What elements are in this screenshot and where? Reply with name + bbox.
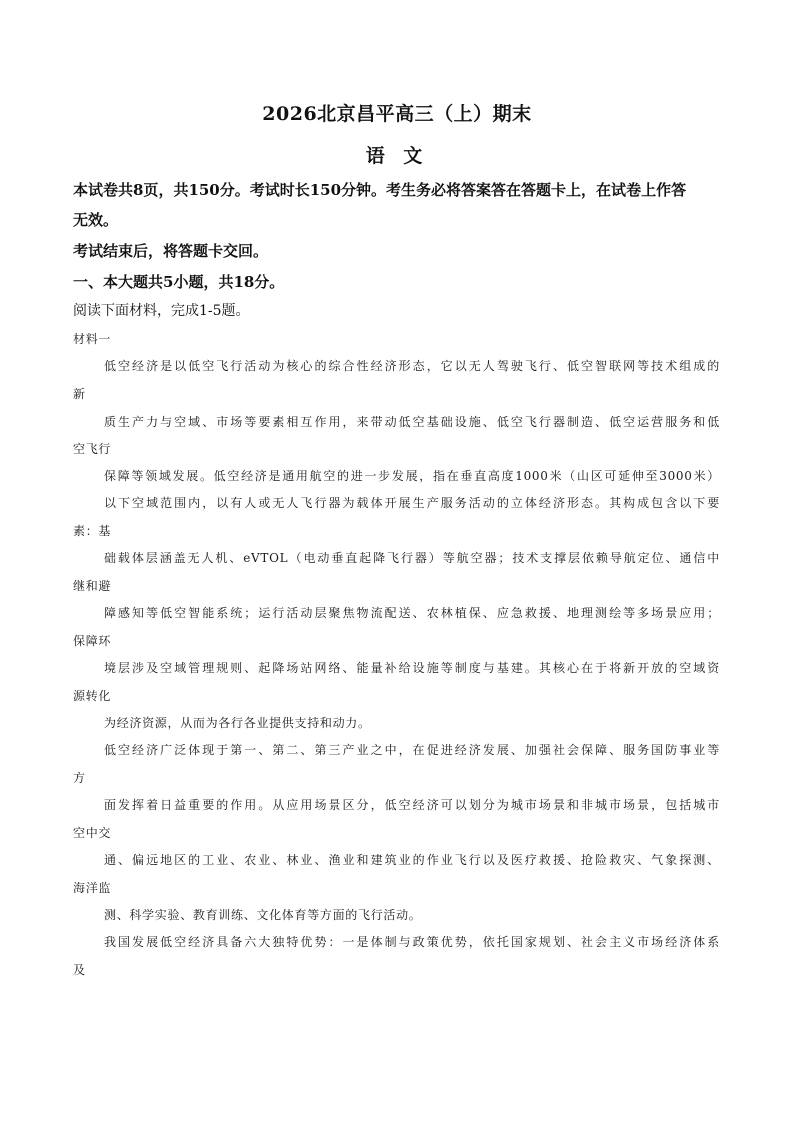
material-line: 保障环 — [73, 634, 112, 648]
material-line: 空中交 — [73, 826, 112, 840]
material-line: 质生产力与空域、市场等要素相互作用，来带动低空基础设施、低空飞行器制造、低空运营服务和低 — [104, 415, 720, 429]
material-line: 保障等领域发展。低空经济是通用航空的进一步发展，指在垂直高度1000米（山区可延伸至3000米） — [104, 469, 720, 483]
material-line: 低空经济是以低空飞行活动为核心的综合性经济形态，它以无人驾驶飞行、低空智联网等技术组成的 — [104, 359, 720, 373]
material-line: 海洋监 — [73, 881, 112, 895]
material-line: 通、偏远地区的工业、农业、林业、渔业和建筑业的作业飞行以及医疗救援、抢险救灾、气象探测、 — [104, 853, 720, 867]
material-line: 低空经济广泛体现于第一、第二、第三产业之中，在促进经济发展、加强社会保障、服务国防事业等 — [104, 743, 720, 757]
material-line: 及 — [73, 963, 86, 977]
material-line: 以下空域范围内，以有人或无人飞行器为载体开展生产服务活动的立体经济形态。其构成包含以下要 — [104, 496, 720, 510]
material-line: 我国发展低空经济具备六大独特优势：一是体制与政策优势，依托国家规划、社会主义市场经济体系 — [104, 935, 720, 949]
instruction-line-3: 考试结束后，将答题卡交回。 — [73, 242, 269, 260]
material-label: 材料一 — [73, 332, 112, 346]
material-line: 空飞行 — [73, 442, 112, 456]
material-line: 础载体层涵盖无人机、eVTOL（电动垂直起降飞行器）等航空器；技术支撑层依赖导航定位、通信中 — [104, 551, 720, 565]
section-heading: 一、本大题共5小题，共18分。 — [73, 273, 285, 291]
material-line: 方 — [73, 771, 86, 785]
material-line: 面发挥着日益重要的作用。从应用场景区分，低空经济可以划分为城市场景和非城市场景，包括城市 — [104, 798, 720, 812]
material-line: 为经济资源，从而为各行各业提供支持和动力。 — [104, 716, 371, 730]
subject-title: 语 文 — [365, 145, 429, 167]
material-line: 素：基 — [73, 524, 112, 538]
document-title: 2026北京昌平高三（上）期末 — [262, 103, 532, 125]
instruction-line-1: 本试卷共8页，共150分。考试时长150分钟。考生务必将答案答在答题卡上，在试卷上作答 — [73, 181, 687, 199]
material-line: 源转化 — [73, 689, 112, 703]
material-line: 障感知等低空智能系统；运行活动层聚焦物流配送、农林植保、应急救援、地理测绘等多场景应用； — [104, 606, 720, 620]
instruction-line-2: 无效。 — [73, 211, 119, 229]
material-line: 新 — [73, 387, 86, 401]
material-line: 继和避 — [73, 579, 112, 593]
material-line: 测、科学实验、教育训练、文化体育等方面的飞行活动。 — [104, 908, 422, 922]
material-line: 境层涉及空域管理规则、起降场站网络、能量补给设施等制度与基建。其核心在于将新开放的空域资 — [104, 661, 720, 675]
reading-prompt: 阅读下面材料，完成1-5题。 — [73, 303, 250, 319]
